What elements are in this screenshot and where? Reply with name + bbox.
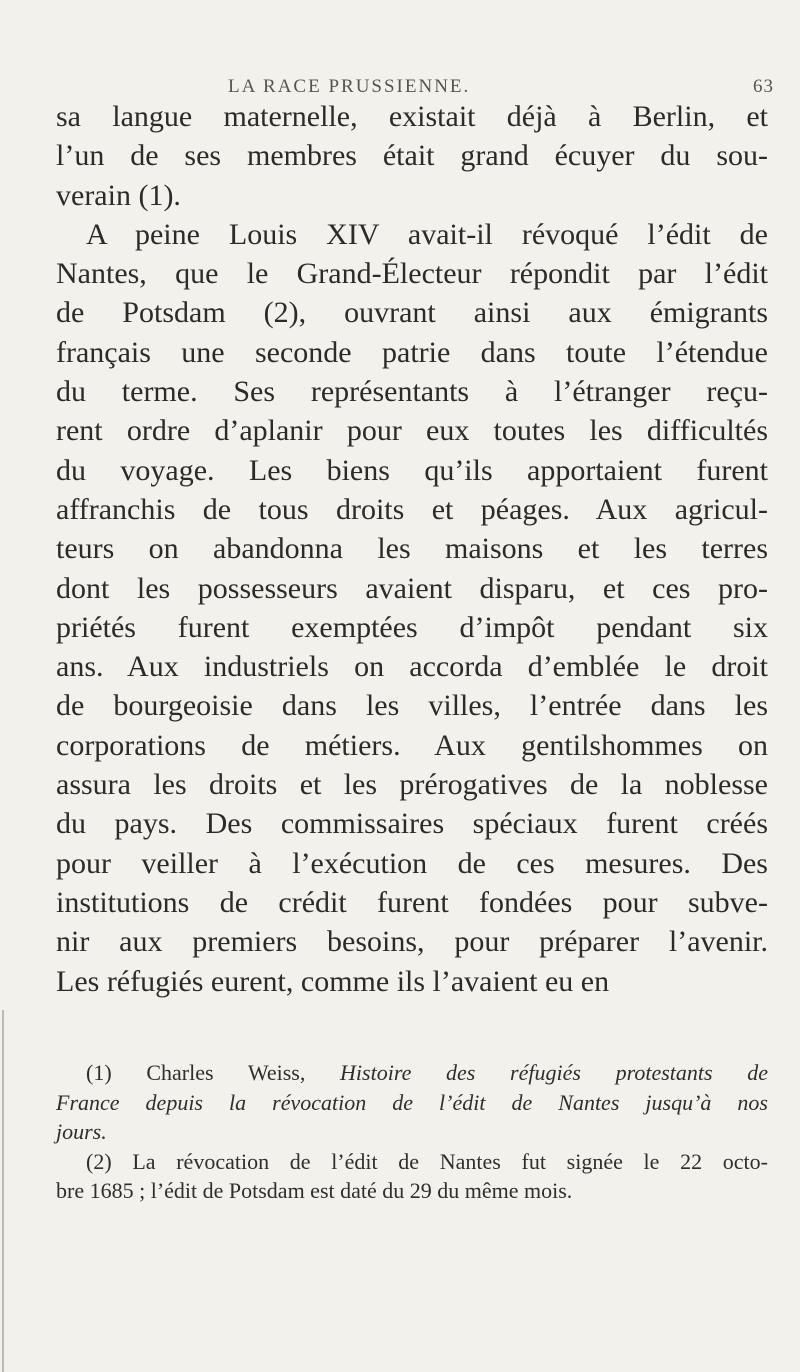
text-line: français une seconde patrie dans toute l’étendue bbox=[56, 335, 768, 369]
footnote-1-line-3 bbox=[56, 1117, 768, 1147]
text-line: ans. Aux industriels on accorda d’emblée le droit bbox=[56, 650, 768, 684]
footnote-1-author: (1) Charles Weiss, bbox=[86, 1060, 306, 1085]
text-line: teurs on abandonna les maisons et les terres bbox=[56, 532, 768, 566]
text-line: du voyage. Les biens qu’ils apportaient furent bbox=[56, 453, 768, 487]
main-text bbox=[56, 97, 768, 1001]
running-title: LA RACE PRUSSIENNE. bbox=[228, 76, 471, 97]
text-line: de Potsdam (2), ouvrant ainsi aux émigrants bbox=[56, 296, 768, 330]
text-line: nir aux premiers besoins, pour préparer l’avenir. bbox=[56, 925, 768, 959]
text-line: assura les droits et les prérogatives de la noblesse bbox=[56, 768, 768, 802]
text-line: A peine Louis XIV avait-il révoqué l’édit de bbox=[86, 217, 768, 251]
text-line: institutions de crédit furent fondées pour subve- bbox=[56, 885, 768, 919]
text-line: priétés furent exemptées d’impôt pendant six bbox=[56, 610, 768, 644]
text-line: du pays. Des commissaires spéciaux furent créés bbox=[56, 807, 768, 841]
text-line: sa langue maternelle, existait déjà à Berlin, et bbox=[56, 100, 768, 133]
text-line: corporations de métiers. Aux gentilshommes on bbox=[56, 728, 768, 762]
footnote-1-title: Histoire des réfugiés protestants de bbox=[340, 1060, 769, 1085]
text-line: pour veiller à l’exécution de ces mesures. Des bbox=[56, 846, 768, 880]
footnote-1-title-end: jours. bbox=[56, 1119, 107, 1144]
footnote-1-title-cont: France depuis la révocation de l’édit de Nantes jusqu’à nos bbox=[56, 1089, 768, 1115]
text-line: Nantes, que le Grand-Électeur répondit par l’édit bbox=[56, 257, 768, 291]
footnotes bbox=[56, 1058, 768, 1206]
page-number: 63 bbox=[753, 76, 774, 97]
text-line: du terme. Ses représentants à l’étranger reçu- bbox=[56, 375, 768, 409]
footnote-2-line-1: (2) La révocation de l’édit de Nantes fut signée le 22 octo- bbox=[86, 1148, 768, 1174]
footnote-1-line-1 bbox=[56, 1058, 768, 1088]
footnote-2-line-2: bre 1685 ; l’édit de Potsdam est daté du 29 du même mois. bbox=[56, 1178, 573, 1203]
text-line: rent ordre d’aplanir pour eux toutes les difficultés bbox=[56, 414, 768, 448]
text-line: Les réfugiés eurent, comme ils l’avaient eu en bbox=[56, 964, 610, 998]
text-line: dont les possesseurs avaient disparu, et ces pro- bbox=[56, 571, 768, 605]
footnote-1-line-2 bbox=[56, 1088, 768, 1118]
text-line: verain (1). bbox=[56, 178, 181, 212]
text-line: de bourgeoisie dans les villes, l’entrée dans les bbox=[56, 689, 768, 723]
text-line: affranchis de tous droits et péages. Aux agricul- bbox=[56, 492, 768, 526]
text-line: l’un de ses membres était grand écuyer du sou- bbox=[56, 139, 768, 173]
page-edge-mark bbox=[2, 1010, 4, 1372]
